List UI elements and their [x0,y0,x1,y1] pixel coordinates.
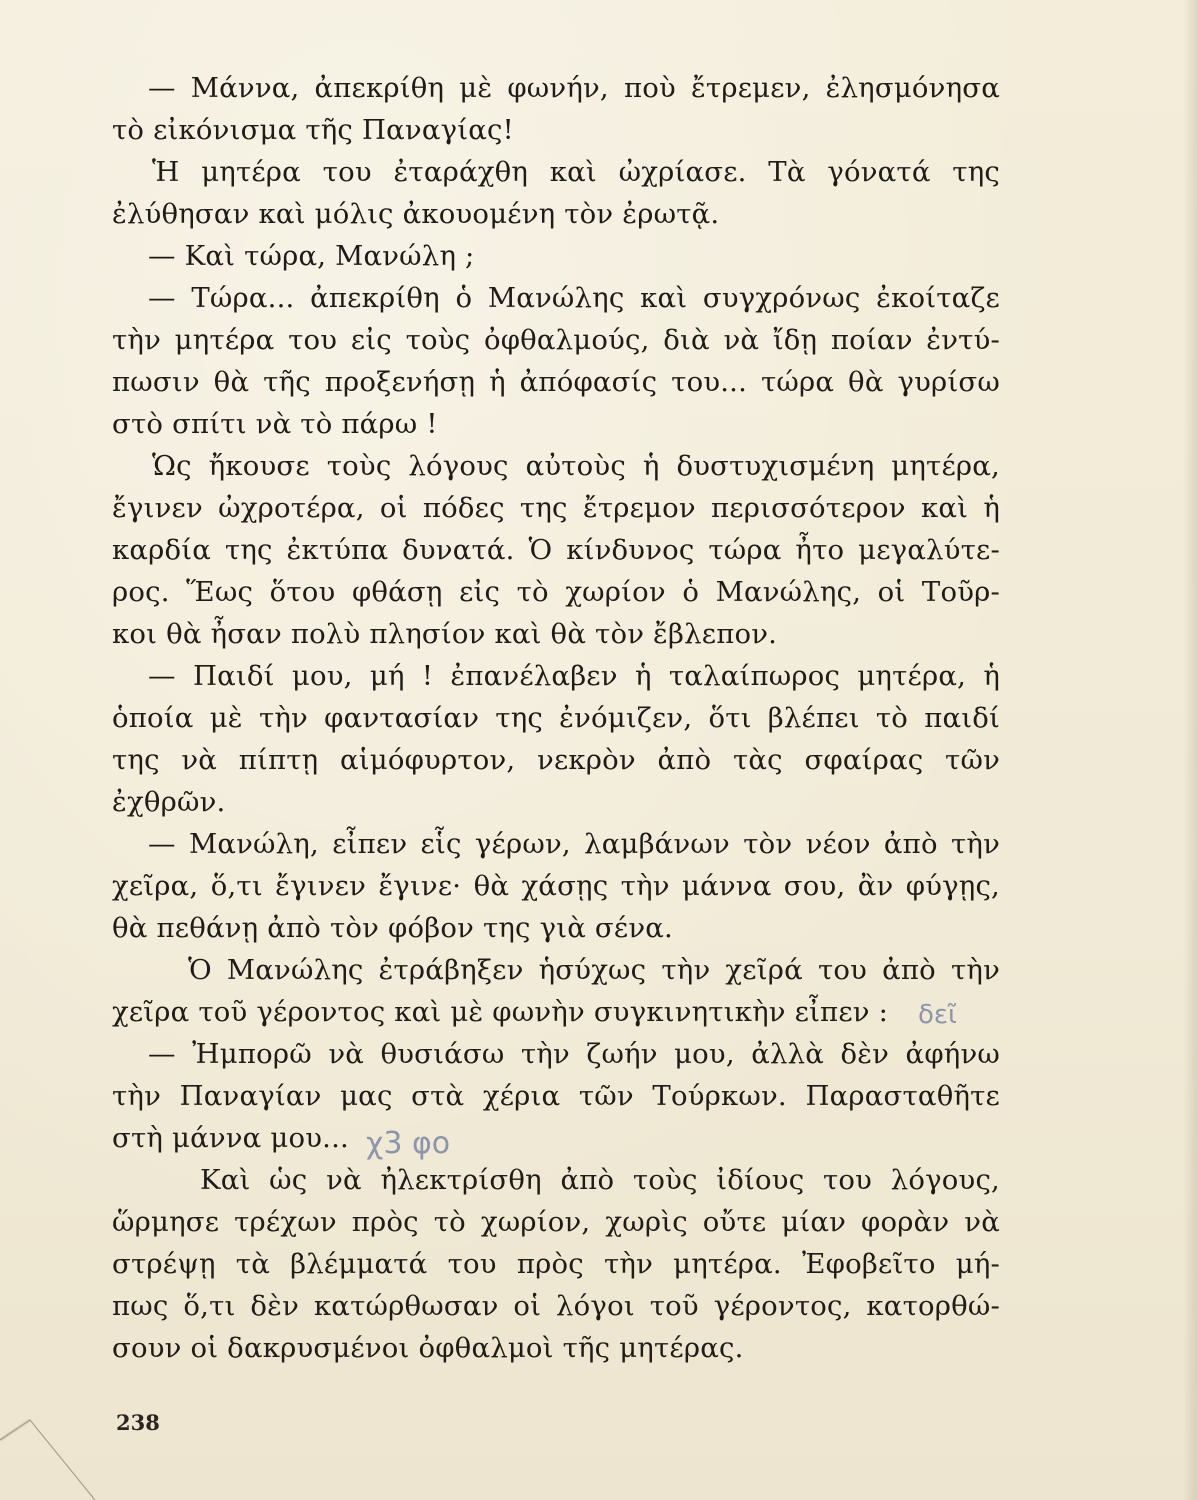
text-line-19: — Μανώλη, εἶπεν εἷς γέρων, λαμβάνων τὸν νέον ἀπὸ τὴν [148,828,1000,860]
text-line-3: Ἡ μητέρα του ἐταράχθη καὶ ὠχρίασε. Τὰ γόνατά της [152,156,1000,188]
text-line-24: — Ἠμπορῶ νὰ θυσιάσω τὴν ζωήν μου, ἀλλὰ δὲν ἀφήνω [148,1038,1000,1070]
text-line-18: ἐχθρῶν. [112,786,226,818]
text-line-20: χεῖρα, ὅ,τι ἔγινεν ἔγινε· θὰ χάσῃς τὴν μάννα σου, ἂν φύγῃς, [112,870,1000,902]
text-line-12: καρδία της ἐκτύπα δυνατά. Ὁ κίνδυνος τώρα ἦτο μεγαλύτε- [112,534,1000,566]
text-line-25: τὴν Παναγίαν μας στὰ χέρια τῶν Τούρκων. Παρασταθῆτε [112,1080,1000,1112]
text-line-26: στὴ μάννα μου... [112,1122,349,1154]
text-line-30: πως ὅ,τι δὲν κατώρθωσαν οἱ λόγοι τοῦ γέροντος, κατορθώ- [112,1290,1000,1322]
text-line-27: Καὶ ὡς νὰ ἠλεκτρίσθη ἀπὸ τοὺς ἰδίους του λόγους, [200,1164,1000,1196]
text-line-1: — Μάννα, ἀπεκρίθη μὲ φωνήν, ποὺ ἔτρεμεν, ἐλησμόνησα [148,72,1000,104]
text-line-21: θὰ πεθάνῃ ἀπὸ τὸν φόβον της γιὰ σένα. [112,912,673,944]
text-line-2: τὸ εἰκόνισμα τῆς Παναγίας! [112,114,514,146]
text-line-13: ρος. Ἕως ὅτου φθάσῃ εἰς τὸ χωρίον ὁ Μανώλης, οἱ Τοῦρ- [112,576,1000,608]
text-line-28: ὥρμησε τρέχων πρὸς τὸ χωρίον, χωρὶς οὔτε μίαν φορὰν νὰ [112,1206,1000,1238]
text-line-29: στρέψῃ τὰ βλέμματά του πρὸς τὴν μητέρα. Ἐφοβεῖτο μή- [112,1248,1000,1280]
text-line-14: κοι θὰ ἦσαν πολὺ πλησίον καὶ θὰ τὸν ἔβλεπον. [112,618,778,650]
text-line-15: — Παιδί μου, μή ! ἐπανέλαβεν ἡ ταλαίπωρος μητέρα, ἡ [148,660,1000,692]
page-number: 238 [116,1410,160,1435]
text-line-7: τὴν μητέρα του εἰς τοὺς ὀφθαλμούς, διὰ νὰ ἴδῃ ποίαν ἐντύ- [112,324,1000,356]
corner-crease-mark [0,1400,120,1500]
text-line-8: πωσιν θὰ τῆς προξενήσῃ ἡ ἀπόφασίς του... τώρα θὰ γυρίσω [112,366,1000,398]
text-line-31: σουν οἱ δακρυσμένοι ὀφθαλμοὶ τῆς μητέρας. [112,1332,744,1364]
text-line-22: Ὁ Μανώλης ἐτράβηξεν ἡσύχως τὴν χεῖρά του ἀπὸ τὴν [188,954,1000,986]
text-line-16: ὁποία μὲ τὴν φαντασίαν της ἐνόμιζεν, ὅτι βλέπει τὸ παιδί [112,702,1000,734]
text-line-17: της νὰ πίπτῃ αἱμόφυρτον, νεκρὸν ἀπὸ τὰς σφαίρας τῶν [112,744,1000,776]
pencil-annotation-inline: χ3 φο [366,1126,451,1161]
pencil-annotation-margin: δεῖ [918,1000,957,1030]
text-line-11: ἔγινεν ὠχροτέρα, οἱ πόδες της ἔτρεμον περισσότερον καὶ ἡ [112,492,1000,524]
page-edge-shadow [1183,0,1197,1500]
text-line-9: στὸ σπίτι νὰ τὸ πάρω ! [112,408,438,440]
text-line-4: ἐλύθησαν καὶ μόλις ἀκουομένη τὸν ἐρωτᾷ. [112,198,720,230]
text-line-23: χεῖρα τοῦ γέροντος καὶ μὲ φωνὴν συγκινητικὴν εἶπεν : [112,996,889,1028]
text-line-10: Ὡς ἤκουσε τοὺς λόγους αὐτοὺς ἡ δυστυχισμένη μητέρα, [152,450,1000,482]
text-line-5: — Καὶ τώρα, Μανώλη ; [148,240,475,272]
text-line-6: — Τώρα... ἀπεκρίθη ὁ Μανώλης καὶ συγχρόνως ἐκοίταζε [148,282,1000,314]
